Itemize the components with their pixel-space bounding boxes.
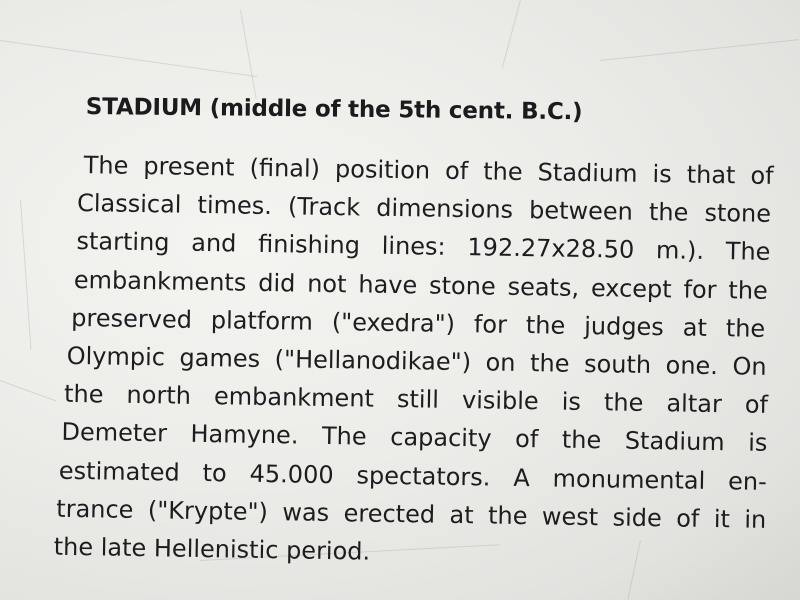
body-line: Classical times. (Track dimensions between the stone (76, 189, 772, 229)
body-line: Olympic games ("Hellanodikae") on the south one. On (66, 341, 767, 381)
surface-crack (600, 39, 799, 61)
surface-crack (502, 0, 521, 68)
surface-crack (240, 10, 257, 99)
surface-crack (20, 200, 31, 350)
body-line: trance ("Krypte") was erected at the west side of it in (56, 494, 767, 534)
body-line: starting and finishing lines: 192.27x28.50 m.). The (76, 227, 771, 267)
sign-title: STADIUM (middle of the 5th cent. B.C.) (85, 94, 583, 126)
body-line: the late Hellenistic period. (53, 532, 371, 566)
body-line: embankments did not have stone seats, except for the (73, 265, 769, 305)
body-line: Demeter Hamyne. The capacity of the Stadium is (61, 418, 768, 458)
body-line: the north embankment still visible is the altar of (63, 379, 769, 419)
sign-body (53, 146, 778, 577)
surface-crack (0, 380, 56, 401)
surface-crack (0, 40, 257, 77)
body-line: preserved platform ("exedra") for the judges at the (71, 303, 766, 343)
body-line: The present (final) position of the Stadium is that of (83, 151, 774, 190)
body-line: estimated to 45.000 spectators. A monumental en- (58, 456, 768, 496)
